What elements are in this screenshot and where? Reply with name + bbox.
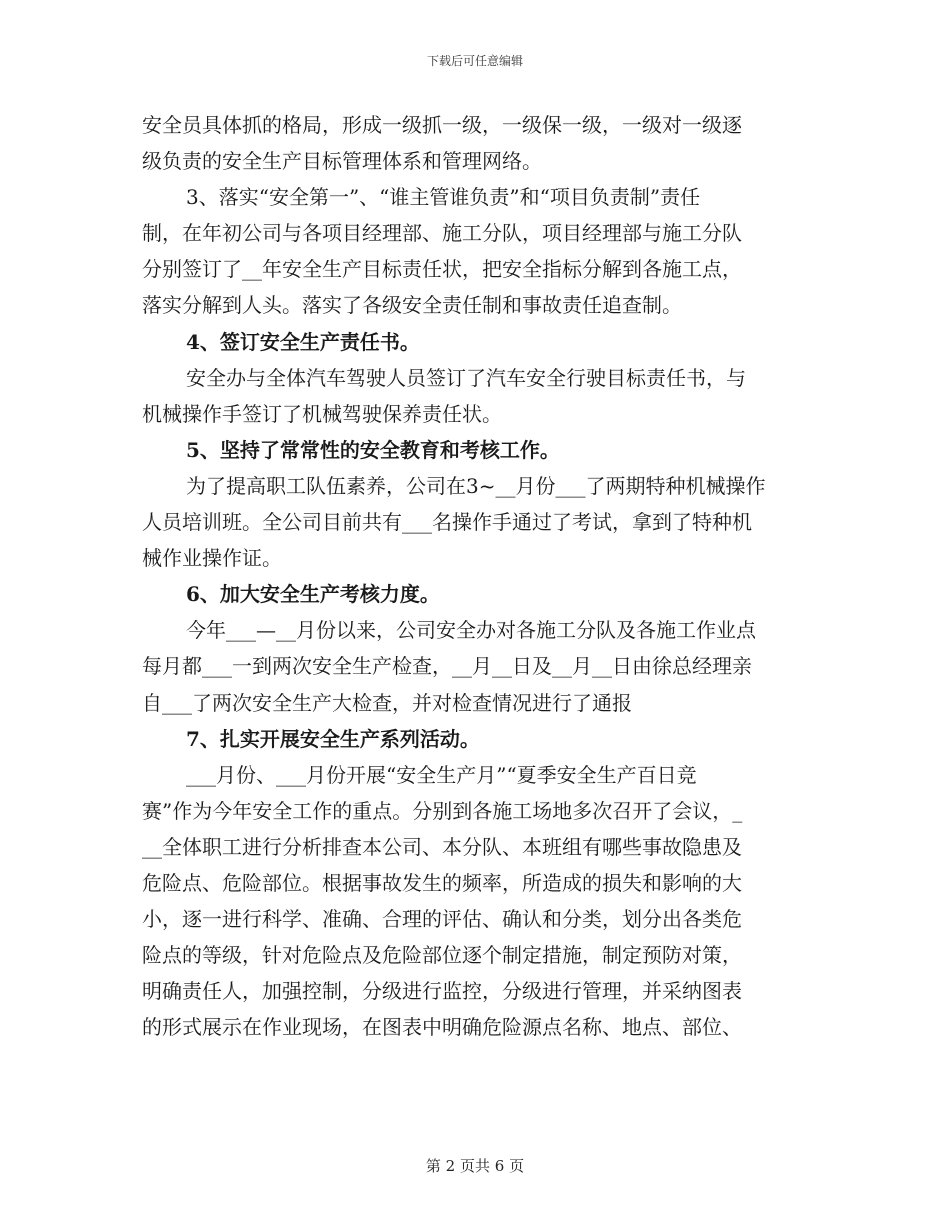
text-line: 人员培训班。全公司目前共有___名操作手通过了考试，拿到了特种机 [142, 510, 752, 535]
text-line: 自___了两次安全生产大检查，并对检查情况进行了通报 [142, 690, 632, 715]
section-heading: 5、坚持了常常性的安全教育和考核工作。 [186, 437, 560, 462]
text-line: 安全员具体抓的格局，形成一级抓一级，一级保一级，一级对一级逐 [142, 113, 742, 137]
text-line: 分别签订了__年安全生产目标责任状，把安全指标分解到各施工点， [142, 257, 742, 282]
document-body [142, 107, 812, 1045]
text-line: 级负责的安全生产目标管理体系和管理网络。 [142, 149, 542, 174]
text-line: 赛”作为今年安全工作的重点。分别到各施工场地多次召开了会议，_ [142, 798, 743, 823]
text-line: 机械操作手签订了机械驾驶保养责任状。 [142, 401, 502, 426]
text-line: 制，在年初公司与各项目经理部、施工分队，项目经理部与施工分队 [142, 221, 742, 246]
text-line: 明确责任人，加强控制，分级进行监控，分级进行管理，并采纳图表 [142, 979, 742, 1004]
page-header: 下载后可任意编辑 [426, 54, 523, 68]
section-heading: 7、扎实开展安全生产系列活动。 [186, 726, 480, 751]
text-line: 危险点、危险部位。根据事故发生的频率，所造成的损失和影响的大 [142, 870, 742, 895]
section-heading: 4、签订安全生产责任书。 [186, 329, 420, 354]
text-line: 械作业操作证。 [142, 546, 282, 571]
text-line: 3、落实“安全第一”、“谁主管谁负责”和“项目负责制”责任 [186, 185, 701, 210]
text-line: 安全办与全体汽车驾驶人员签订了汽车安全行驶目标责任书，与 [186, 365, 746, 390]
text-line: 小，逐一进行科学、准确、合理的评估、确认和分类，划分出各类危 [142, 907, 742, 932]
text-line: __全体职工进行分析排查本公司、本分队、本班组有哪些事故隐患及 [142, 834, 742, 859]
text-line: 每月都___一到两次安全生产检查，__月__日及__月__日由徐总经理亲 [142, 654, 752, 679]
text-line: 为了提高职工队伍素养，公司在3~__月份___了两期特种机械操作 [186, 473, 766, 498]
text-line: ___月份、___月份开展“安全生产月”“夏季安全生产百日竞 [186, 762, 697, 787]
text-line: 险点的等级，针对危险点及危险部位逐个制定措施，制定预防对策， [142, 943, 742, 968]
text-line: 落实分解到人头。落实了各级安全责任制和事故责任追查制。 [142, 293, 682, 318]
section-heading: 6、加大安全生产考核力度。 [186, 582, 440, 607]
text-line: 今年___—__月份以来，公司安全办对各施工分队及各施工作业点 [186, 618, 756, 643]
text-line: 的形式展示在作业现场，在图表中明确危险源点名称、地点、部位、 [142, 1015, 742, 1040]
page-number: 第 2 页共 6 页 [425, 1157, 525, 1175]
